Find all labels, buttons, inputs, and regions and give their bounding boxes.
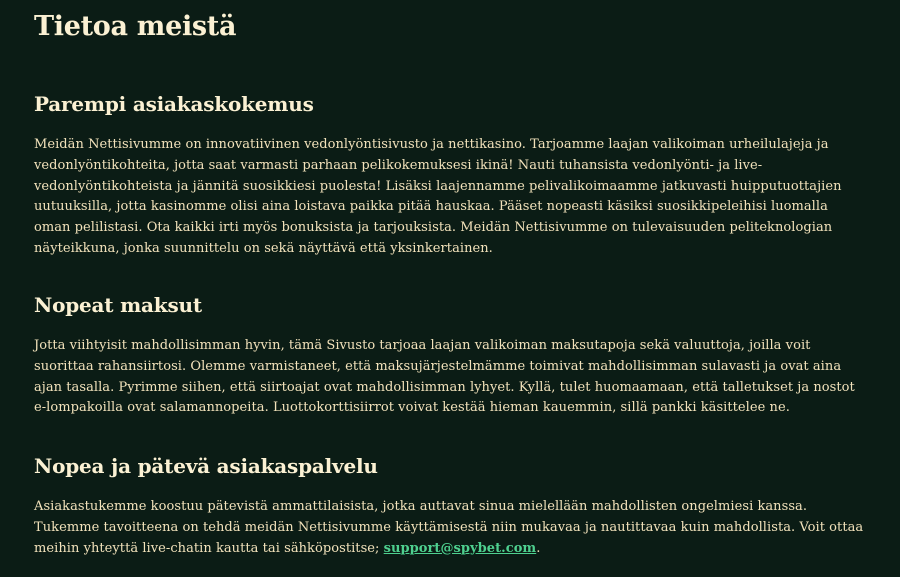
support-email-link[interactable]: support@spybet.com [383,540,537,556]
customer-service-text: Asiakastukemme koostuu pätevistä ammattilaisista, jotka auttavat sinua mielellään mahdollisten ongelmiesi kanssa. Tukemme tavoitteena on tehdä meidän Nettisivumme käyttämisestä niin mukavaa ja nautittavaa kuin mahdollista. Voit ottaa meihin yhteyttä live-chatin kautta tai sähköpostitse; [34,499,864,556]
section-text-customer-experience: Meidän Nettisivumme on innovatiivinen vedonlyöntisivusto ja nettikasino. Tarjoamme laajan valikoiman urheilulajeja ja vedonlyöntikohteita, jotta saat varmasti parhaan pelikokemuksesi ikinä! Nauti tuhansista vedonlyönti- ja live-vedonlyöntikohteista ja jännitä suosikkiesi puolesta! Lisäksi laajennamme pelivalikoimaamme jatkuvasti huipputuottajien uutuuksilla, jotta kasinomme olisi aina loistava paikka pitää hauskaa. Pääset nopeasti käsiksi suosikkipeleihisi luomalla oman pelilistasi. Ota kaikki irti myös bonuksista ja tarjouksista. Meidän Nettisivumme on tulevaisuuden peliteknologian näyteikkuna, jonka suunnittelu on sekä näyttävä että yksinkertainen. [34,137,842,256]
section-heading-customer-experience: Parempi asiakaskokemus [34,92,314,116]
section-text-customer-service [34,497,864,559]
section-heading-fast-payments: Nopeat maksut [34,293,202,317]
page-title: Tietoa meistä [34,11,237,42]
customer-service-text-end: . [536,540,541,556]
section-heading-customer-service: Nopea ja pätevä asiakaspalvelu [34,454,378,478]
section-text-fast-payments: Jotta viihtyisit mahdollisimman hyvin, tämä Sivusto tarjoaa laajan valikoiman maksutapoja sekä valuuttoja, joilla voit suorittaa rahansiirtosi. Olemme varmistaneet, että maksujärjestelmämme toimivat mahdollisimman sulavasti ja ovat aina ajan tasalla. Pyrimme siihen, että siirtoajat ovat mahdollisimman lyhyet. Kyllä, tulet huomaamaan, että talletukset ja nostot e-lompakoilla ovat salamannopeita. Luottokorttisiirrot voivat kestää hieman kauemmin, sillä pankki käsittelee ne. [34,338,855,416]
